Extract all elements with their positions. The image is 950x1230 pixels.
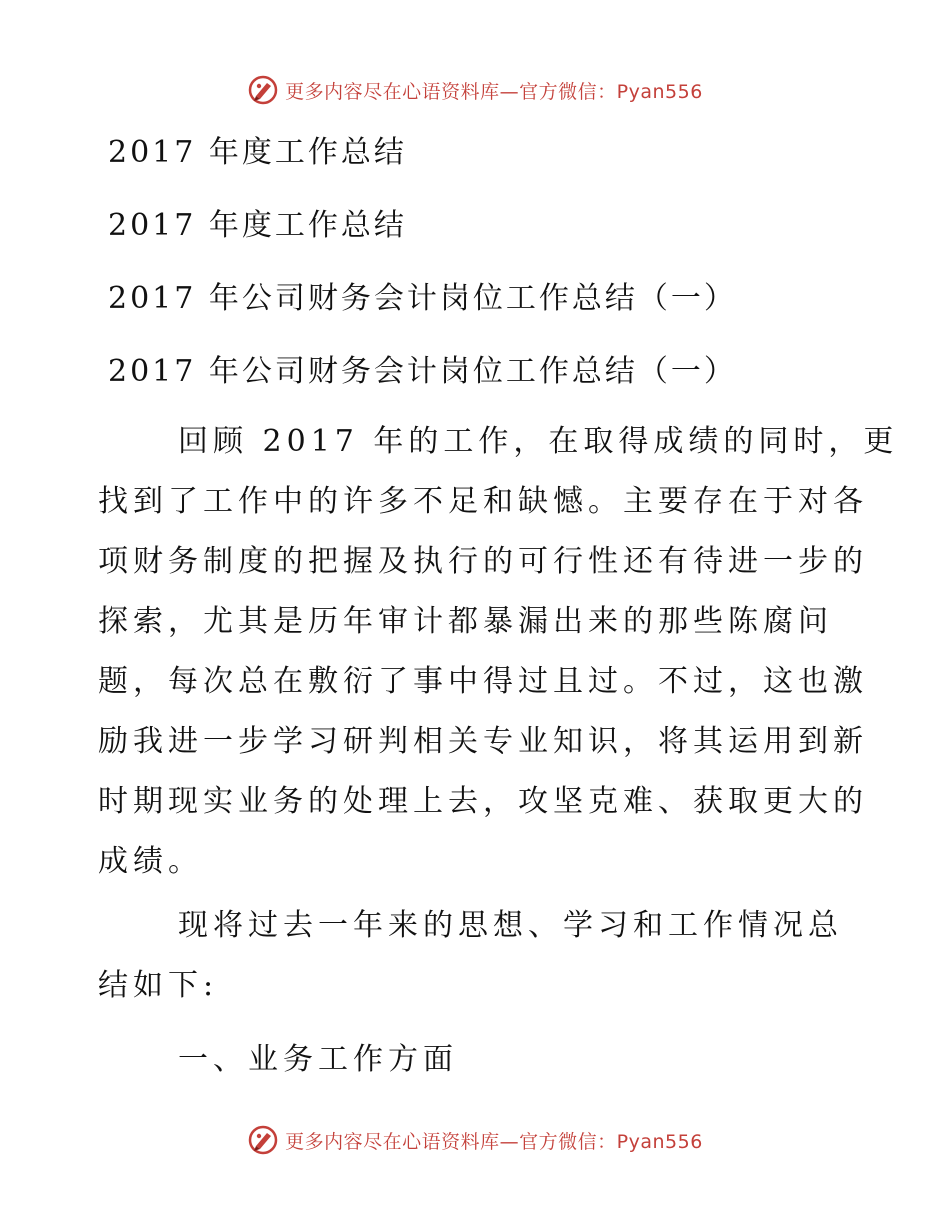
heading-1: 2017 年度工作总结 <box>108 135 407 170</box>
header-banner <box>0 70 950 110</box>
heading-2: 2017 年度工作总结 <box>108 208 407 243</box>
section-heading <box>98 1030 848 1090</box>
paragraph-line: 结如下: <box>98 968 219 1003</box>
review-paragraph <box>98 412 899 892</box>
paragraph-line: 找到了工作中的许多不足和缺憾。主要存在于对各 <box>98 484 868 519</box>
paragraph-line: 成绩。 <box>98 844 203 879</box>
pen-logo-icon <box>247 1124 279 1156</box>
summary-intro-paragraph <box>98 896 848 1016</box>
heading-3: 2017 年公司财务会计岗位工作总结（一） <box>108 281 737 316</box>
paragraph-line: 时期现实业务的处理上去，攻坚克难、获取更大的 <box>98 784 868 819</box>
heading-4: 2017 年公司财务会计岗位工作总结（一） <box>108 354 737 389</box>
pen-logo-icon <box>247 74 279 106</box>
section-heading-text: 一、业务工作方面 <box>178 1042 458 1077</box>
paragraph-line: 励我进一步学习研判相关专业知识，将其运用到新 <box>98 724 868 759</box>
paragraph-line: 项财务制度的把握及执行的可行性还有待进一步的 <box>98 544 868 579</box>
footer-banner <box>0 1120 950 1160</box>
paragraph-line: 探索，尤其是历年审计都暴漏出来的那些陈腐问 <box>98 604 833 639</box>
header-banner-text: 更多内容尽在心语资料库—官方微信：Pyan556 <box>285 80 703 103</box>
paragraph-line: 现将过去一年来的思想、学习和工作情况总 <box>178 908 843 943</box>
footer-banner-text: 更多内容尽在心语资料库—官方微信：Pyan556 <box>285 1130 703 1153</box>
paragraph-line: 回顾 2017 年的工作，在取得成绩的同时，更 <box>178 424 899 459</box>
paragraph-line: 题，每次总在敷衍了事中得过且过。不过，这也激 <box>98 664 868 699</box>
